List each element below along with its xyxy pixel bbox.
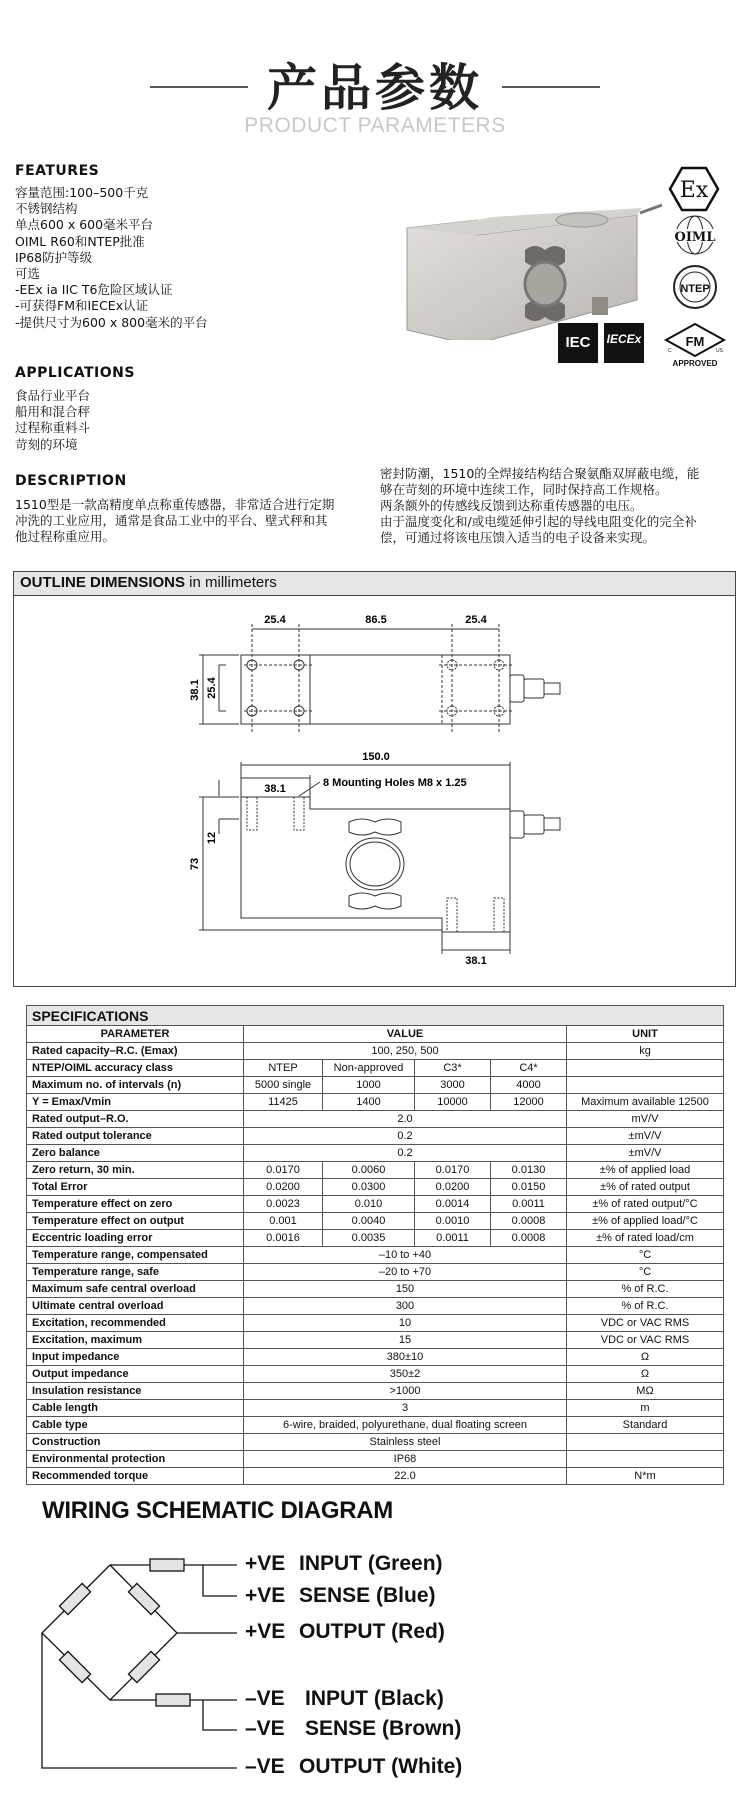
- value-cell: 0.0300: [323, 1179, 415, 1196]
- parameter-cell: Output impedance: [27, 1366, 244, 1383]
- table-row: [27, 1179, 724, 1196]
- unit-cell: kg: [567, 1043, 724, 1060]
- parameter-cell: Eccentric loading error: [27, 1230, 244, 1247]
- parameter-cell: Zero balance: [27, 1145, 244, 1162]
- value-cell: 4000: [491, 1077, 567, 1094]
- table-row: [27, 1043, 724, 1060]
- table-row: [27, 1162, 724, 1179]
- value-cell: 0.0016: [244, 1230, 323, 1247]
- features-list: [15, 185, 208, 331]
- value-cell: 0.0170: [244, 1162, 323, 1179]
- svg-text:NTEP: NTEP: [680, 283, 710, 295]
- wire-label-plus-sense: [245, 1584, 436, 1608]
- list-item: IP68防护等级: [15, 249, 93, 265]
- parameter-cell: Input impedance: [27, 1349, 244, 1366]
- unit-cell: mV/V: [567, 1111, 724, 1128]
- wire-label-minus-input: [245, 1687, 444, 1711]
- parameter-cell: NTEP/OIML accuracy class: [27, 1060, 244, 1077]
- parameter-cell: Zero return, 30 min.: [27, 1162, 244, 1179]
- iecex-logo: IECEx: [604, 323, 644, 363]
- list-item: 食品行业平台: [15, 388, 91, 403]
- value-cell: 0.0150: [491, 1179, 567, 1196]
- value-cell: C4*: [491, 1060, 567, 1077]
- parameter-cell: Rated capacity–R.C. (Emax): [27, 1043, 244, 1060]
- parameter-cell: Environmental protection: [27, 1451, 244, 1468]
- table-row: [27, 1451, 724, 1468]
- dim-length: 150.0: [362, 751, 390, 763]
- dim-bottom-right: 38.1: [465, 955, 487, 967]
- description-line: 两条额外的传感线反馈到达称重传感器的电压。: [380, 498, 643, 513]
- value-cell: 3: [244, 1400, 567, 1417]
- parameter-cell: Maximum no. of intervals (n): [27, 1077, 244, 1094]
- description-line: 密封防潮，1510的全焊接结构结合聚氨酯双屏蔽电缆，能: [380, 466, 700, 481]
- value-cell: 380±10: [244, 1349, 567, 1366]
- unit-cell: ±% of rated load/cm: [567, 1230, 724, 1247]
- wire-polarity: –VE: [245, 1755, 285, 1778]
- value-cell: 6-wire, braided, polyurethane, dual floating screen: [244, 1417, 567, 1434]
- value-cell: 0.0011: [415, 1230, 491, 1247]
- mounting-holes-note: 8 Mounting Holes M8 x 1.25: [323, 777, 467, 789]
- unit-cell: % of R.C.: [567, 1298, 724, 1315]
- unit-cell: MΩ: [567, 1383, 724, 1400]
- parameter-cell: Y = Emax/Vmin: [27, 1094, 244, 1111]
- value-cell: 100, 250, 500: [244, 1043, 567, 1060]
- value-cell: 350±2: [244, 1366, 567, 1383]
- dim-thread-depth: 12: [206, 831, 218, 845]
- wire-label-plus-output: [245, 1620, 445, 1644]
- unit-cell: % of R.C.: [567, 1281, 724, 1298]
- value-cell: 0.0023: [244, 1196, 323, 1213]
- unit-cell: Standard: [567, 1417, 724, 1434]
- wire-polarity: +VE: [245, 1584, 286, 1607]
- unit-cell: [567, 1077, 724, 1094]
- header-value: VALUE: [244, 1026, 567, 1043]
- wire-signal: SENSE (Blue): [299, 1584, 436, 1607]
- unit-cell: [567, 1451, 724, 1468]
- value-cell: 0.0035: [323, 1230, 415, 1247]
- description-line: 他过程称重应用。: [15, 529, 116, 545]
- value-cell: 15: [244, 1332, 567, 1349]
- unit-cell: ±mV/V: [567, 1145, 724, 1162]
- value-cell: 0.2: [244, 1145, 567, 1162]
- value-cell: 10: [244, 1315, 567, 1332]
- list-item: 容量范围:100–500千克: [15, 185, 149, 200]
- value-cell: 22.0: [244, 1468, 567, 1485]
- parameter-cell: Cable length: [27, 1400, 244, 1417]
- value-cell: 0.0008: [491, 1213, 567, 1230]
- value-cell: IP68: [244, 1451, 567, 1468]
- value-cell: 0.010: [323, 1196, 415, 1213]
- value-cell: 300: [244, 1298, 567, 1315]
- table-row: [27, 1332, 724, 1349]
- value-cell: –10 to +40: [244, 1247, 567, 1264]
- value-cell: 5000 single: [244, 1077, 323, 1094]
- dim-hole-spacing: 25.4: [206, 677, 218, 699]
- wire-label-minus-output: [245, 1755, 462, 1779]
- wire-polarity: –VE: [245, 1687, 285, 1710]
- unit-cell: ±mV/V: [567, 1128, 724, 1145]
- table-row: [27, 1383, 724, 1400]
- list-item: OIML R60和NTEP批准: [15, 233, 145, 249]
- unit-cell: ±% of rated output: [567, 1179, 724, 1196]
- unit-cell: [567, 1434, 724, 1451]
- value-cell: 0.0008: [491, 1230, 567, 1247]
- page-title: 产品参数: [267, 59, 483, 117]
- value-cell: 3000: [415, 1077, 491, 1094]
- unit-cell: N*m: [567, 1468, 724, 1485]
- description-line: 由于温度变化和/或电缆延伸引起的导线电阻变化的完全补: [380, 514, 697, 529]
- table-row: [27, 1213, 724, 1230]
- table-row: [27, 1111, 724, 1128]
- unit-cell: ±% of applied load/°C: [567, 1213, 724, 1230]
- unit-cell: Ω: [567, 1349, 724, 1366]
- product-image: [392, 180, 662, 340]
- table-row: [27, 1298, 724, 1315]
- unit-cell: °C: [567, 1264, 724, 1281]
- specifications-table: [26, 1005, 724, 1485]
- wire-label-minus-sense: [245, 1717, 461, 1741]
- list-item: -提供尺寸为600 x 800毫米的平台: [15, 314, 208, 330]
- applications-heading: APPLICATIONS: [15, 365, 135, 381]
- unit-cell: ±% of applied load: [567, 1162, 724, 1179]
- outline-title: OUTLINE DIMENSIONS: [20, 574, 186, 591]
- value-cell: –20 to +70: [244, 1264, 567, 1281]
- parameter-cell: Cable type: [27, 1417, 244, 1434]
- list-item: 可选: [15, 266, 41, 282]
- wire-polarity: +VE: [245, 1620, 286, 1643]
- unit-cell: °C: [567, 1247, 724, 1264]
- wire-polarity: –VE: [245, 1717, 285, 1740]
- value-cell: 0.0060: [323, 1162, 415, 1179]
- description-line: 偿，可通过将该电压馈入适当的电子设备来实现。: [380, 530, 656, 545]
- unit-cell: Ω: [567, 1366, 724, 1383]
- dim-top-mid: 86.5: [365, 614, 387, 626]
- svg-text:APPROVED: APPROVED: [672, 359, 718, 368]
- wiring-title: WIRING SCHEMATIC DIAGRAM: [42, 1497, 393, 1524]
- value-cell: 0.0200: [244, 1179, 323, 1196]
- value-cell: 12000: [491, 1094, 567, 1111]
- table-row: [27, 1145, 724, 1162]
- wire-signal: SENSE (Brown): [305, 1717, 462, 1740]
- value-cell: NTEP: [244, 1060, 323, 1077]
- table-row: [27, 1128, 724, 1145]
- parameter-cell: Temperature effect on output: [27, 1213, 244, 1230]
- table-row: [27, 1094, 724, 1111]
- outline-drawing: [14, 572, 734, 985]
- unit-cell: VDC or VAC RMS: [567, 1315, 724, 1332]
- wire-polarity: +VE: [245, 1552, 286, 1575]
- value-cell: 10000: [415, 1094, 491, 1111]
- dim-top-right: 25.4: [465, 614, 487, 626]
- table-row: [27, 1434, 724, 1451]
- parameter-cell: Ultimate central overload: [27, 1298, 244, 1315]
- header-parameter: PARAMETER: [27, 1026, 244, 1043]
- wire-signal: INPUT (Green): [299, 1552, 443, 1575]
- list-item: -EEx ia IIC T6危险区域认证: [15, 282, 173, 298]
- parameter-cell: Excitation, maximum: [27, 1332, 244, 1349]
- parameter-cell: Insulation resistance: [27, 1383, 244, 1400]
- value-cell: 150: [244, 1281, 567, 1298]
- value-cell: 1400: [323, 1094, 415, 1111]
- oiml-logo: [666, 213, 724, 257]
- value-cell: 1000: [323, 1077, 415, 1094]
- svg-text:Ex: Ex: [679, 178, 709, 203]
- table-row: [27, 1417, 724, 1434]
- value-cell: Non-approved: [323, 1060, 415, 1077]
- dim-height: 38.1: [189, 679, 201, 701]
- description-right: [380, 466, 740, 546]
- table-row: [27, 1366, 724, 1383]
- parameter-cell: Temperature effect on zero: [27, 1196, 244, 1213]
- applications-list: [15, 388, 90, 453]
- value-cell: C3*: [415, 1060, 491, 1077]
- svg-text:FM: FM: [685, 334, 705, 349]
- header-unit: UNIT: [567, 1026, 724, 1043]
- table-row: [27, 1077, 724, 1094]
- table-row: [27, 1468, 724, 1485]
- dim-side-left: 38.1: [264, 783, 286, 795]
- unit-cell: VDC or VAC RMS: [567, 1332, 724, 1349]
- value-cell: 0.0010: [415, 1213, 491, 1230]
- parameter-cell: Excitation, recommended: [27, 1315, 244, 1332]
- table-row: [27, 1247, 724, 1264]
- list-item: 苛刻的环境: [15, 436, 78, 452]
- description-heading: DESCRIPTION: [15, 473, 127, 489]
- value-cell: 0.0130: [491, 1162, 567, 1179]
- unit-cell: ±% of rated output/°C: [567, 1196, 724, 1213]
- parameter-cell: Recommended torque: [27, 1468, 244, 1485]
- parameter-cell: Total Error: [27, 1179, 244, 1196]
- list-item: 船用和混合秤: [15, 404, 91, 420]
- table-row: [27, 1349, 724, 1366]
- parameter-cell: Temperature range, compensated: [27, 1247, 244, 1264]
- svg-text:OIML: OIML: [674, 230, 716, 245]
- value-cell: >1000: [244, 1383, 567, 1400]
- parameter-cell: Rated output tolerance: [27, 1128, 244, 1145]
- table-row: [27, 1281, 724, 1298]
- unit-cell: [567, 1060, 724, 1077]
- value-cell: 0.001: [244, 1213, 323, 1230]
- iec-logo: IEC: [558, 323, 598, 363]
- value-cell: 0.0040: [323, 1213, 415, 1230]
- table-row: [27, 1060, 724, 1077]
- list-item: 单点600 x 600毫米平台: [15, 217, 154, 233]
- description-line: 够在苛刻的环境中连续工作，同时保持高工作规格。: [380, 482, 668, 497]
- value-cell: 0.0011: [491, 1196, 567, 1213]
- list-item: -可获得FM和IECEx认证: [15, 298, 149, 314]
- value-cell: 11425: [244, 1094, 323, 1111]
- svg-text:US: US: [716, 348, 723, 354]
- description-left: [15, 497, 334, 546]
- value-cell: 0.0200: [415, 1179, 491, 1196]
- parameter-cell: Rated output–R.O.: [27, 1111, 244, 1128]
- list-item: 过程称重料斗: [15, 420, 91, 436]
- specifications-title: SPECIFICATIONS: [27, 1006, 724, 1026]
- features-heading: FEATURES: [15, 163, 100, 179]
- ex-logo: [668, 165, 720, 213]
- parameter-cell: Construction: [27, 1434, 244, 1451]
- wiring-diagram: [0, 1540, 250, 1780]
- wire-signal: INPUT (Black): [305, 1687, 444, 1710]
- table-row: [27, 1315, 724, 1332]
- wire-signal: OUTPUT (White): [299, 1755, 463, 1778]
- table-row: [27, 1264, 724, 1281]
- svg-text:C: C: [668, 348, 672, 354]
- outline-units: in millimeters: [185, 574, 277, 591]
- description-line: 1510型是一款高精度单点称重传感器，非常适合进行定期: [15, 497, 335, 512]
- value-cell: 2.0: [244, 1111, 567, 1128]
- value-cell: 0.0170: [415, 1162, 491, 1179]
- table-row: [27, 1400, 724, 1417]
- ntep-logo: [672, 264, 718, 310]
- table-row: [27, 1196, 724, 1213]
- value-cell: 0.0014: [415, 1196, 491, 1213]
- outline-dimensions-panel: [13, 571, 736, 987]
- unit-cell: m: [567, 1400, 724, 1417]
- description-line: 冲洗的工业应用，通常是食品工业中的平台、壁式秤和其: [15, 513, 328, 529]
- dim-top-left: 25.4: [264, 614, 286, 626]
- wire-label-plus-input: [245, 1552, 443, 1576]
- unit-cell: Maximum available 12500: [567, 1094, 724, 1111]
- page-subtitle: PRODUCT PARAMETERS: [244, 114, 506, 137]
- parameter-cell: Temperature range, safe: [27, 1264, 244, 1281]
- dim-total-height: 73: [189, 857, 201, 871]
- value-cell: 0.2: [244, 1128, 567, 1145]
- value-cell: Stainless steel: [244, 1434, 567, 1451]
- list-item: 不锈钢结构: [15, 201, 78, 217]
- fm-approved-logo: [662, 322, 728, 368]
- wire-signal: OUTPUT (Red): [299, 1620, 445, 1643]
- parameter-cell: Maximum safe central overload: [27, 1281, 244, 1298]
- table-row: [27, 1230, 724, 1247]
